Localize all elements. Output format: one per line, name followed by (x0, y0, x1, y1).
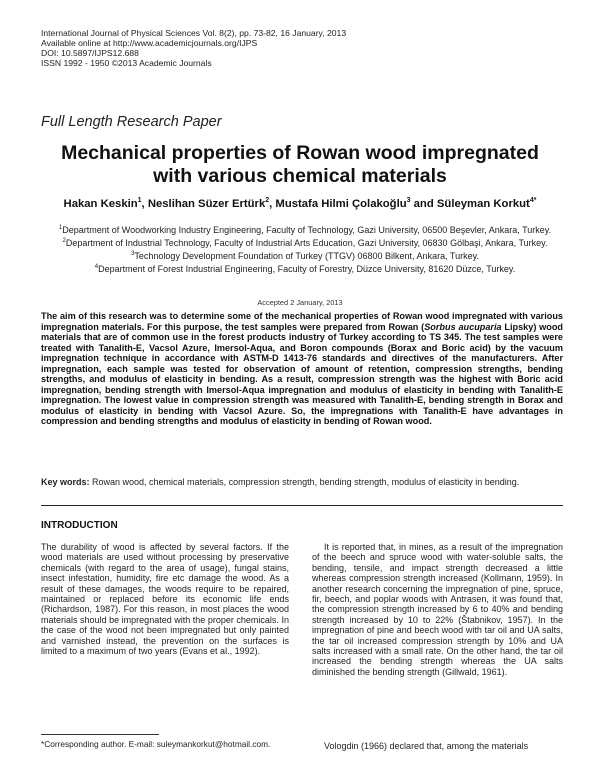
author-name: Mustafa Hilmi Çolakoğlu (275, 197, 407, 210)
affiliation-text: Department of Forest Industrial Engineering, Faculty of Forestry, Düzce University, 81620 Düzce, Turkey. (98, 264, 516, 274)
affiliation-text: Technology Development Foundation of Turkey (TTGV) 06800 Bilkent, Ankara, Turkey. (134, 251, 479, 261)
author-name: Neslihan Süzer Ertürk (147, 197, 266, 210)
affiliation-mark: 4 (94, 264, 99, 270)
journal-citation: International Journal of Physical Sciences Vol. 8(2), pp. 73-82, 16 January, 2013 (41, 28, 347, 38)
author-name: Süleyman Korkut (436, 197, 530, 210)
column-right (312, 542, 563, 677)
intro-paragraph: It is reported that, in mines, as a result of the impregnation of the beech and spruce wood with water-soluble salts, the bending, tensile, and impact strength decreased a little whereas compression strength increased (Kollmann, 1959). In another research concerning the impregnation of pine, spruce, fir, beech, and poplar woods with Antrasen, it was found that, the compression strength increased by 6 to 40% and bending strength increased by 10 to 22% (Štabnikov, 1957). In the impregnation of pine and beech wood with tar oil and UA salts, the tar oil increased compression strength by 10% and UA salts increased with a small rate. On the other hand, the tar oil increased the bending strength whereas the UA salts diminished the bending strength (Gillwald, 1961). (312, 542, 563, 677)
author-affil-mark: 2 (265, 197, 270, 204)
affiliation-mark: 1 (58, 225, 63, 231)
journal-info (41, 28, 346, 68)
author-separator: and (410, 197, 437, 210)
abstract (41, 311, 563, 427)
paper-title: Mechanical properties of Rowan wood impregnated with various chemical materials (61, 142, 539, 187)
paper-type: Full Length Research Paper (41, 114, 222, 130)
author-list (30, 197, 570, 210)
author-affil-mark: 4* (529, 197, 537, 204)
author-affil-mark: 1 (137, 197, 142, 204)
affiliation-text: Department of Woodworking Industry Engineering, Faculty of Technology, Gazi University, 06500 Beşevler, Ankara, Turkey. (62, 225, 552, 235)
affiliation-item (50, 262, 560, 275)
accepted-date: Accepted 2 January, 2013 (257, 298, 343, 307)
keywords (41, 477, 563, 488)
affiliation-text: Department of Industrial Technology, Faculty of Industrial Arts Education, Gazi University, 06830 Gölbaşi, Ankara, Turkey. (65, 238, 548, 248)
affiliation-item (50, 236, 560, 249)
author-separator: , (141, 197, 148, 210)
author-name: Hakan Keskin (63, 197, 138, 210)
keywords-label: Key words: (41, 477, 90, 487)
author-separator: , (269, 197, 276, 210)
section-heading-introduction: INTRODUCTION (41, 520, 118, 531)
abstract-text: Lipsky) wood materials that are of common use in the forest products industry of Turkey according to TS 345. The test samples were treated with Tanalith-E, Vacsol Azure, Imersol-Aqua, and Boron compounds (Borax and Boric acid) by the vacuum impregnation technique in accordance with ASTM-D 1413-76 standards and directives of the manufacturers. After impregnation, each sample was tested for observation of amount of retention, compression strengths, bending strengths, and modulus of elasticity in bending. As a result, compression strength was the highest with Boric acid impregnation, bending strength with Imersol-Aqua impregnation and modulus of elasticity in bending with Tanalith-E impregnation. The lowest value in compression strength was measured with Tanalith-E, bending strength in Borax and modulus of elasticity in bending with Vacsol Azure. So, the impregnations with Tanalith-E have advantages in compression and bending strengths and modulus of elasticity in bending of Rowan wood. (41, 321, 564, 427)
affiliation-mark: 2 (62, 238, 66, 244)
affiliation-item (50, 223, 560, 236)
journal-doi: DOI: 10.5897/IJPS12.688 (41, 48, 139, 58)
affiliation-item (50, 249, 560, 262)
keywords-text: Rowan wood, chemical materials, compression strength, bending strength, modulus of elasticity in bending. (89, 477, 520, 487)
affiliation-list (50, 223, 560, 275)
abstract-text: The aim of this research was to determine some of the mechanical properties of Rowan wood impregnated with various impregnation materials. For this purpose, the test samples were prepared from Rowan ( (41, 311, 563, 332)
column-left (41, 542, 289, 656)
corresponding-author-footnote: *Corresponding author. E-mail: suleymankorkut@hotmail.com. (41, 739, 271, 749)
species-name: Sorbus aucuparia (424, 321, 502, 332)
section-divider (41, 505, 563, 506)
journal-url: Available online at http://www.academicjournals.org/IJPS (41, 38, 258, 48)
footnote-rule (41, 734, 159, 735)
affiliation-mark: 3 (131, 251, 135, 257)
journal-issn: ISSN 1992 - 1950 ©2013 Academic Journals (41, 58, 212, 68)
author-affil-mark: 3 (406, 197, 411, 204)
intro-paragraph: The durability of wood is affected by several factors. If the wood materials are used without processing by preservative chemicals (with regard to the area of usage), fungal stains, insect infestation, humidity, fire etc damage the wood. As a result of these damages, the woods require to be repaired, maintained or replaced before its economic life ends (Richardson, 1987). For this reason, in most places the wood materials should be impregnated with the proper chemicals. In the case of the wood not been impregnated but only painted and varnished instead, the prevention on the surfaces is limited to a maximum of two years (Evans et al., 1992). (41, 542, 289, 657)
intro-paragraph-start: Vologdin (1966) declared that, among the materials (324, 741, 529, 751)
